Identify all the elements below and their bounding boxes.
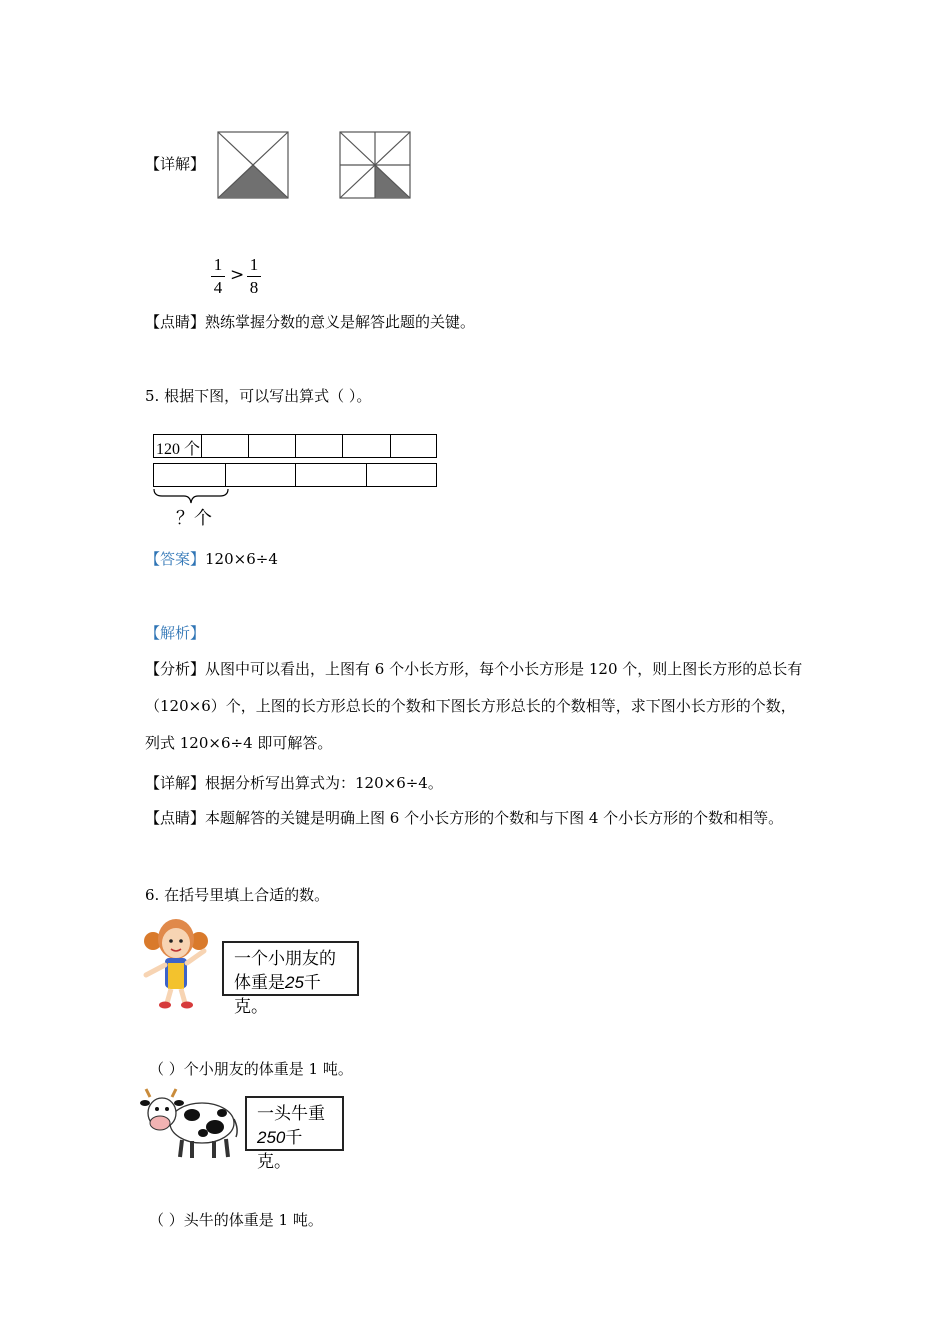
girl-illustration (140, 913, 212, 1011)
top-bar-segment (201, 434, 249, 458)
bottom-bar-segment (225, 463, 296, 487)
cow-bubble-line1: 一头牛重 (257, 1104, 325, 1124)
section4-tip: 【点睛】熟练掌握分数的意义是解答此题的关键。 (145, 313, 476, 331)
top-bar-label: 120 个 (156, 441, 201, 458)
fraction-one-quarter (211, 255, 225, 298)
bottom-bar-segment (295, 463, 367, 487)
q5-answer (145, 548, 278, 569)
fraction-one-eighth (247, 255, 261, 298)
bottom-bar-segment (153, 463, 226, 487)
detail-label: 【详解】 (145, 155, 206, 173)
q5-detail: 【详解】根据分析写出算式为：120×6÷4。 (145, 774, 443, 792)
top-bar-segment (248, 434, 296, 458)
q6-girl-question: （ ）个小朋友的体重是 1 吨。 (149, 1060, 353, 1078)
analysis-label: 【解析】 (145, 624, 206, 642)
fraction-numerator: 1 (249, 255, 259, 274)
top-bar-segment (153, 434, 202, 458)
q6-prompt: 6. 在括号里填上合适的数。 (145, 886, 330, 904)
bottom-bar-segment (366, 463, 437, 487)
girl-speech-box (222, 941, 359, 1017)
q6-cow-question: （ ）头牛的体重是 1 吨。 (149, 1211, 323, 1229)
answer-label: 【答案】 (145, 550, 206, 568)
cow-speech-box (245, 1096, 344, 1172)
q5-question-label: ？个 (176, 508, 212, 529)
fraction-denominator: 8 (249, 278, 259, 297)
fraction-denominator: 4 (213, 278, 223, 297)
cow-bubble-line2: 250千克。 (257, 1128, 303, 1172)
quarter-square-diagram (217, 131, 289, 199)
top-bar-segment (390, 434, 437, 458)
girl-bubble-line2: 体重是25千克。 (234, 973, 321, 1017)
top-bar-segment (342, 434, 391, 458)
greater-than-sign: > (230, 265, 245, 285)
eighth-square-diagram (339, 131, 411, 199)
fraction-numerator: 1 (213, 255, 223, 274)
q5-prompt: 5. 根据下图，可以写出算式（ ）。 (145, 387, 372, 405)
cow-illustration (140, 1085, 240, 1163)
top-bar-segment (295, 434, 343, 458)
q5-analysis: 【分析】从图中可以看出，上图有 6 个小长方形，每个小长方形是 120 个，则上图长方形的总长有（120×6）个，上图的长方形总长的个数和下图长方形总长的个数相等，求下图小长方形的个数，列式 120×6÷4 即可解答。 (145, 660, 803, 752)
q5-tip: 【点睛】本题解答的关键是明确上图 6 个小长方形的个数和与下图 4 个小长方形的个数和相等。 (145, 809, 784, 827)
answer-value: 120×6÷4 (205, 550, 278, 568)
girl-bubble-line1: 一个小朋友的 (234, 949, 336, 969)
